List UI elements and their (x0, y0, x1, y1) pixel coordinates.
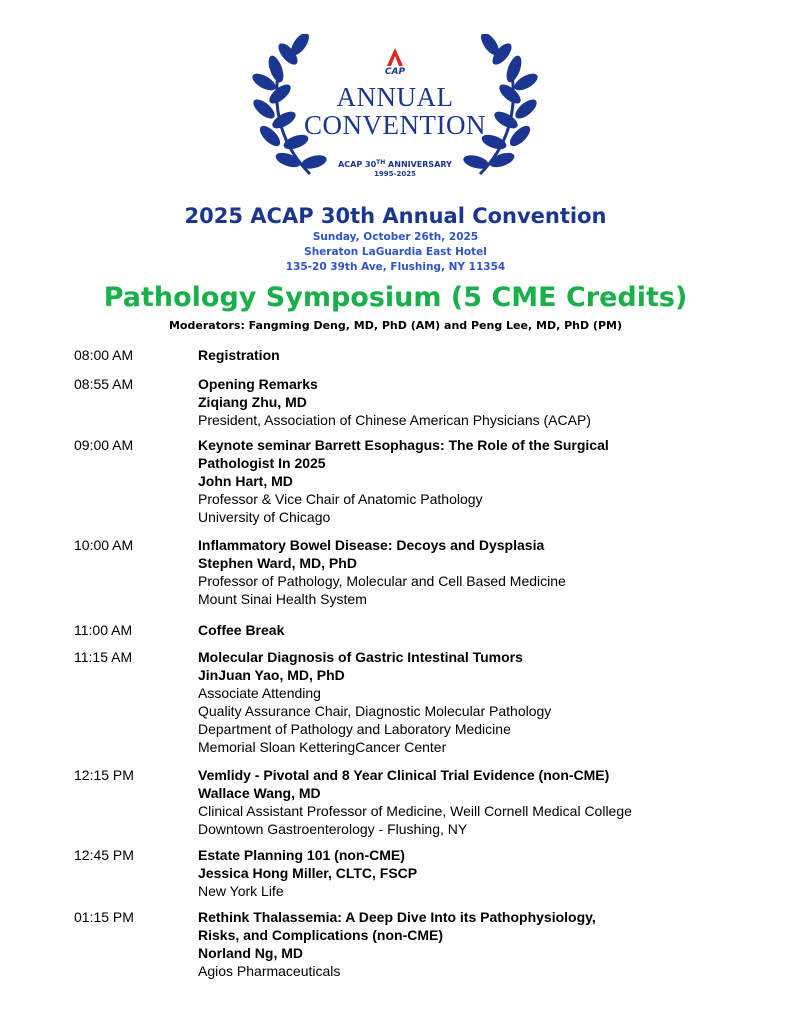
event-address: 135-20 39th Ave, Flushing, NY 11354 (285, 261, 506, 273)
speaker-affiliation: University of Chicago (198, 509, 331, 525)
speaker-affiliation: Department of Pathology and Laboratory Medicine (198, 721, 511, 737)
speaker-affiliation: Professor & Vice Chair of Anatomic Pathology (198, 491, 483, 507)
schedule-content (198, 621, 758, 639)
speaker-name: Wallace Wang, MD (198, 785, 321, 801)
speaker-affiliation: Agios Pharmaceuticals (198, 963, 341, 979)
session-title: Risks, and Complications (non-CME) (198, 927, 444, 943)
schedule-content (198, 846, 758, 900)
speaker-affiliation: Professor of Pathology, Molecular and Cell Based Medicine (198, 573, 566, 589)
speaker-affiliation: Memorial Sloan KetteringCancer Center (198, 739, 447, 755)
speaker-affiliation: Associate Attending (198, 685, 321, 701)
session-title: Inflammatory Bowel Disease: Decoys and Dysplasia (198, 537, 545, 553)
schedule-content (198, 766, 758, 838)
session-title: Vemlidy - Pivotal and 8 Year Clinical Trial Evidence (non-CME) (198, 767, 610, 783)
schedule-content (198, 536, 758, 608)
speaker-affiliation: New York Life (198, 883, 284, 899)
speaker-name: Stephen Ward, MD, PhD (198, 555, 357, 571)
schedule-content (198, 908, 758, 980)
session-title: Rethink Thalassemia: A Deep Dive Into its Pathophysiology, (198, 909, 596, 925)
schedule-content (198, 648, 758, 756)
schedule-content (198, 346, 758, 364)
speaker-name: Jessica Hong Miller, CLTC, FSCP (198, 865, 418, 881)
logo-annual: ANNUAL (336, 82, 454, 112)
symposium-title: Pathology Symposium (5 CME Credits) (103, 282, 688, 313)
speaker-affiliation: President, Association of Chinese American Physicians (ACAP) (198, 412, 591, 428)
acap-convention-logo (250, 34, 540, 184)
session-title: Opening Remarks (198, 376, 318, 392)
speaker-name: JinJuan Yao, MD, PhD (198, 667, 345, 683)
schedule-time: 11:15 AM (74, 649, 133, 665)
logo-years: 1995-2025 (374, 170, 416, 178)
speaker-affiliation: Quality Assurance Chair, Diagnostic Molecular Pathology (198, 703, 552, 719)
speaker-name: John Hart, MD (198, 473, 293, 489)
logo-cap-text: CAP (384, 67, 406, 77)
schedule-content (198, 375, 758, 429)
schedule-time: 10:00 AM (74, 537, 134, 553)
session-title: Estate Planning 101 (non-CME) (198, 847, 405, 863)
session-title: Registration (198, 347, 280, 363)
speaker-name: Ziqiang Zhu, MD (198, 394, 307, 410)
event-title: 2025 ACAP 30th Annual Convention (184, 204, 607, 228)
session-title: Pathologist In 2025 (198, 455, 326, 471)
schedule-time: 09:00 AM (74, 437, 134, 453)
schedule-time: 12:45 PM (74, 847, 134, 863)
schedule-time: 11:00 AM (74, 622, 133, 638)
logo-anniversary: ACAP 30TH ANNIVERSARY (338, 159, 452, 169)
session-title: Coffee Break (198, 622, 285, 638)
cap-emblem-icon (387, 48, 403, 66)
schedule-content (198, 436, 758, 526)
speaker-name: Norland Ng, MD (198, 945, 303, 961)
logo-convention: CONVENTION (304, 110, 486, 140)
moderators: Moderators: Fangming Deng, MD, PhD (AM) and Peng Lee, MD, PhD (PM) (168, 319, 622, 332)
event-date: Sunday, October 26th, 2025 (312, 231, 479, 243)
speaker-affiliation: Mount Sinai Health System (198, 591, 367, 607)
event-hotel: Sheraton LaGuardia East Hotel (304, 246, 487, 258)
schedule-time: 08:00 AM (74, 347, 134, 363)
speaker-affiliation: Downtown Gastroenterology - Flushing, NY (198, 821, 468, 837)
session-title: Molecular Diagnosis of Gastric Intestinal Tumors (198, 649, 523, 665)
schedule-time: 08:55 AM (74, 376, 134, 392)
schedule-time: 01:15 PM (74, 909, 134, 925)
schedule-time: 12:15 PM (74, 767, 134, 783)
session-title: Keynote seminar Barrett Esophagus: The Role of the Surgical (198, 437, 609, 453)
speaker-affiliation: Clinical Assistant Professor of Medicine, Weill Cornell Medical College (198, 803, 632, 819)
